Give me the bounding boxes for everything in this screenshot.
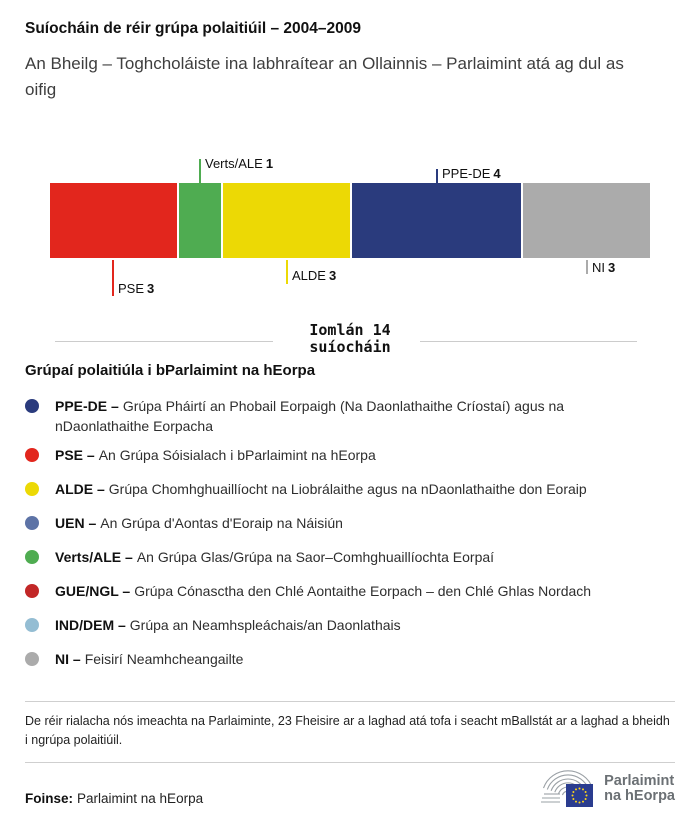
uen-color-dot [25, 516, 39, 530]
callout-label-alde: ALDE 3 [292, 268, 337, 283]
legend-item-ind-dem [25, 615, 700, 635]
total-line2: suíocháin [309, 338, 391, 356]
source-line [25, 791, 203, 806]
parliament-hemicycle-icon [526, 769, 596, 809]
legend-abbr: GUE/NGL – [55, 583, 131, 599]
stacked-bar [50, 183, 650, 258]
legend-item-uen [25, 513, 700, 533]
legend-item-verts-ale [25, 547, 700, 567]
footnote: De réir rialacha nós imeachta na Parlaiminte, 23 Fheisire ar a laghad atá tofa i seacht mBallstát ar a laghad a bheidh i ngrúpa polaitiúil. [25, 714, 670, 747]
callout-tick-alde [286, 260, 288, 284]
legend-item-ppe-de [25, 396, 700, 436]
legend-desc: An Grúpa Glas/Grúpa na Saor–Comhghuaillíochta Eorpaí [136, 549, 495, 565]
legend-heading: Grúpaí polaitiúla i bParlaimint na hEorpa [25, 362, 316, 379]
legend-desc: An Grúpa Sóisialach i bParlaimint na hEorpa [98, 447, 376, 463]
callout-tick-pse [112, 260, 114, 296]
callout-tick-verts-ale [199, 159, 201, 183]
legend-abbr: UEN – [55, 515, 97, 531]
legend-desc: Grúpa an Neamhspleáchais/an Daonlathais [129, 617, 401, 633]
legend-desc: Feisirí Neamhcheangailte [84, 651, 244, 667]
ppe-de-color-dot [25, 399, 39, 413]
legend-item-alde [25, 479, 700, 499]
total-seats-label [0, 322, 700, 356]
legend-desc: Grúpa Chomhghuaillíocht na Liobrálaithe agus na nDaonlathaithe don Eoraip [108, 481, 587, 497]
ind-dem-color-dot [25, 618, 39, 632]
legend-abbr: IND/DEM – [55, 617, 126, 633]
footer [25, 763, 675, 813]
callout-tick-ppe-de [436, 169, 438, 183]
alde-color-dot [25, 482, 39, 496]
page-subtitle: An Bheilg – Toghcholáiste ina labhraítear an Ollainnis – Parlaimint atá ag dul as oifig [25, 54, 624, 99]
callout-tick-ni [586, 260, 588, 274]
callout-label-ni: NI 3 [592, 260, 616, 275]
bar-segment-ni[interactable] [523, 183, 650, 258]
legend-abbr: PPE-DE – [55, 398, 119, 414]
legend-desc: Grúpa Pháirtí an Phobail Eorpaigh (Na Daonlathaithe Críostaí) agus na nDaonlathaithe Eorpacha [55, 398, 565, 434]
page-title: Suíocháin de réir grúpa polaitiúil – 2004–2009 [25, 20, 361, 37]
header [0, 0, 700, 103]
legend-desc: Grúpa Cónasctha den Chlé Aontaithe Eorpach – den Chlé Ghlas Nordach [134, 583, 592, 599]
legend-abbr: Verts/ALE – [55, 549, 133, 565]
callout-label-verts-ale: Verts/ALE 1 [205, 156, 274, 171]
verts-ale-color-dot [25, 550, 39, 564]
seat-bar-chart [0, 148, 700, 318]
source-value: Parlaimint na hEorpa [77, 791, 204, 806]
legend-item-gue-ngl [25, 581, 700, 601]
total-line1: Iomlán 14 [309, 321, 391, 339]
legend-abbr: PSE – [55, 447, 95, 463]
legend-item-ni [25, 649, 700, 669]
bar-segment-pse[interactable] [50, 183, 177, 258]
european-parliament-logo [526, 769, 675, 809]
pse-color-dot [25, 448, 39, 462]
ni-color-dot [25, 652, 39, 666]
divider-top [25, 701, 675, 702]
eu-flag [566, 784, 593, 807]
legend-item-pse [25, 445, 700, 465]
legend-abbr: NI – [55, 651, 81, 667]
source-label: Foinse: [25, 791, 74, 806]
callout-label-ppe-de: PPE-DE 4 [442, 166, 501, 181]
bar-segment-ppe-de[interactable] [352, 183, 521, 258]
callout-label-pse: PSE 3 [118, 281, 155, 296]
legend [0, 396, 700, 669]
total-annotation [0, 318, 700, 360]
gue-ngl-color-dot [25, 584, 39, 598]
legend-desc: An Grúpa d'Aontas d'Eoraip na Náisiún [100, 515, 343, 531]
legend-abbr: ALDE – [55, 481, 105, 497]
logo-wordmark: Parlaimint na hEorpa [604, 773, 675, 804]
bar-segment-verts-ale[interactable] [179, 183, 221, 258]
bar-segment-alde[interactable] [223, 183, 350, 258]
